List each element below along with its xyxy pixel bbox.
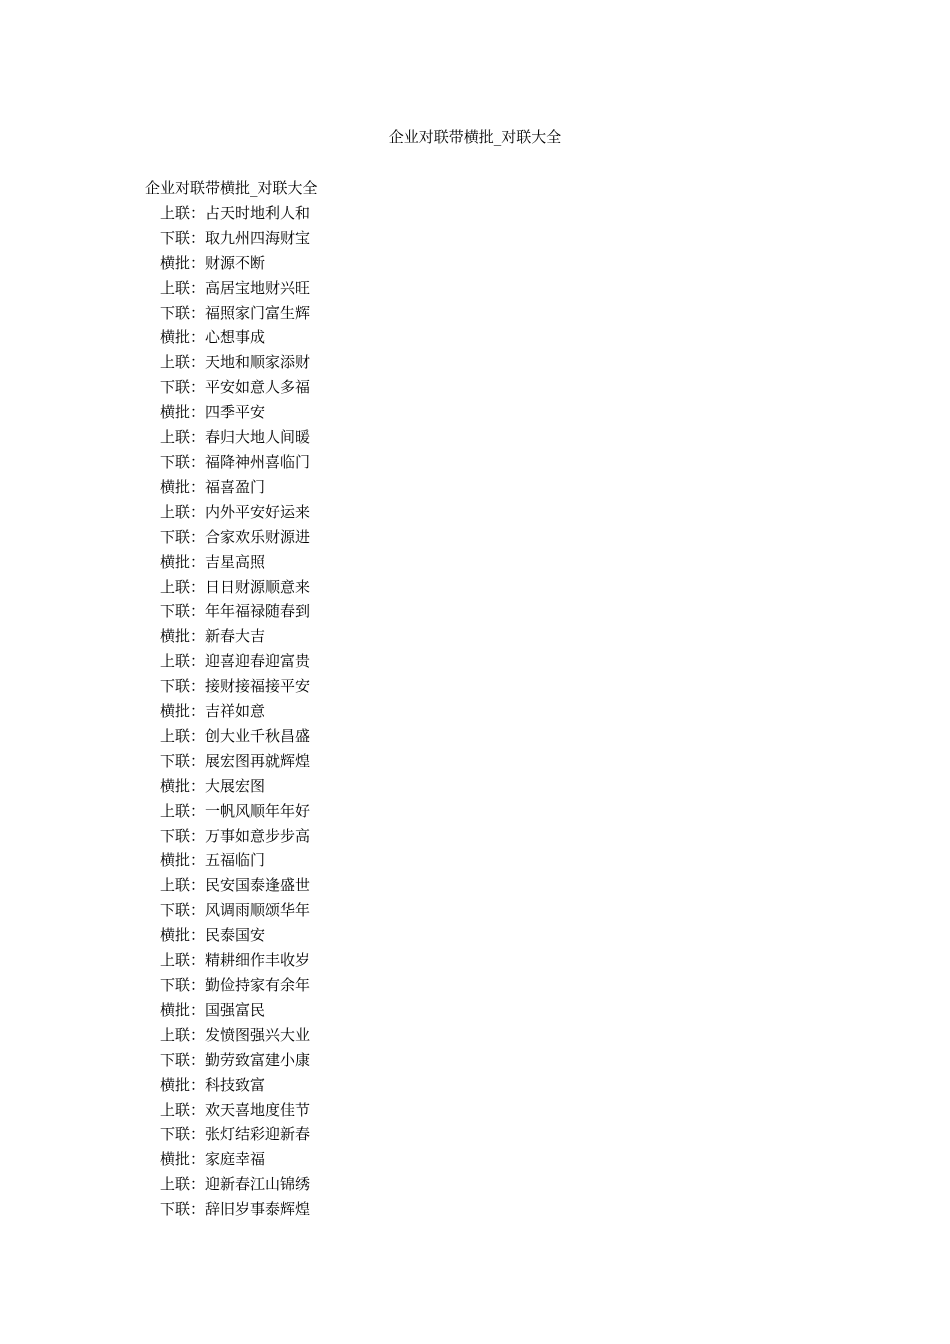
couplet-line-label: 横批 (160, 1150, 191, 1169)
couplet-line-text: 四季平安 (205, 403, 266, 422)
couplet-line (145, 898, 645, 923)
couplet-line-label: 上联 (160, 577, 191, 596)
couplet-line-label: 下联 (160, 452, 191, 471)
couplet-line-label: 下联 (160, 976, 191, 994)
couplet-line (145, 1147, 645, 1172)
couplet-line (145, 425, 645, 450)
couplet-line-label: 下联 (160, 751, 191, 770)
couplet-line-separator: ： (190, 1075, 206, 1094)
couplet-line-label: 上联 (160, 801, 191, 820)
couplet-line-text: 欢天喜地度佳节 (205, 1100, 311, 1119)
couplet-line-separator: ： (190, 702, 206, 721)
couplet-line (145, 251, 645, 276)
couplet-line-separator: ： (190, 627, 206, 646)
couplet-line-text: 张灯结彩迎新春 (205, 1125, 311, 1144)
couplet-line (145, 873, 645, 898)
couplet-line-separator: ： (190, 477, 206, 496)
couplet-line-label: 下联 (160, 228, 191, 247)
couplet-line-separator: ： (190, 801, 206, 820)
couplet-line-text: 吉星高照 (205, 552, 266, 571)
couplet-line-separator: ： (190, 403, 206, 422)
couplet-line (145, 749, 645, 774)
couplet-line-text: 福照家门富生辉 (205, 303, 311, 322)
couplet-line-text: 心想事成 (205, 328, 266, 347)
couplet-line (145, 475, 645, 500)
couplet-line (145, 724, 645, 749)
couplet-line (145, 201, 645, 226)
couplet-line-separator: ： (190, 378, 206, 397)
couplet-line-separator: ： (190, 1025, 206, 1044)
couplet-line-label: 上联 (160, 951, 191, 970)
couplet-line (145, 649, 645, 674)
couplet-line-label: 横批 (160, 851, 191, 870)
couplet-line (145, 1172, 645, 1197)
couplet-line (145, 824, 645, 849)
couplet-line (145, 599, 645, 624)
couplet-line-text: 合家欢乐财源进 (205, 527, 311, 546)
couplet-line-label: 横批 (160, 776, 191, 795)
couplet-line (145, 848, 645, 873)
couplet-line-text: 家庭幸福 (205, 1150, 266, 1169)
couplet-line (145, 1048, 645, 1073)
couplet-line-text: 民安国泰逢盛世 (205, 876, 311, 895)
couplet-line-separator: ： (190, 677, 206, 696)
couplet-line (145, 1122, 645, 1147)
couplet-line (145, 799, 645, 824)
couplet-line-text: 勤俭持家有余年 (205, 976, 311, 994)
couplet-line-label: 下联 (160, 1050, 191, 1069)
couplet-line-text: 新春大吉 (205, 627, 266, 646)
couplet-line-text: 春归大地人间暖 (205, 428, 311, 447)
couplet-line (145, 624, 645, 649)
couplet-line-text: 辞旧岁事泰辉煌 (205, 1200, 311, 1219)
document-body (145, 176, 645, 1222)
couplet-line-separator: ： (190, 951, 206, 970)
couplet-line-text: 创大业千秋昌盛 (205, 726, 311, 745)
couplet-line-separator: ： (190, 1050, 206, 1069)
couplet-line (145, 226, 645, 251)
couplet-line-text: 展宏图再就辉煌 (205, 751, 311, 770)
couplet-line-separator: ： (190, 1200, 206, 1219)
couplet-line (145, 325, 645, 350)
couplet-line (145, 301, 645, 326)
couplet-line (145, 923, 645, 948)
couplet-line (145, 1023, 645, 1048)
couplet-line-label: 下联 (160, 602, 191, 621)
couplet-line-text: 民泰国安 (205, 926, 266, 945)
couplet-line-text: 内外平安好运来 (205, 502, 311, 521)
couplet-line-separator: ： (190, 1100, 206, 1119)
couplet-line-separator: ： (190, 303, 206, 322)
couplet-line-text: 勤劳致富建小康 (205, 1050, 311, 1069)
couplet-line-text: 迎新春江山锦绣 (205, 1175, 311, 1194)
couplet-line-text: 财源不断 (205, 253, 266, 272)
couplet-line-separator: ： (190, 826, 206, 845)
couplet-line-text: 福喜盈门 (205, 477, 266, 496)
couplet-line-text: 精耕细作丰收岁 (205, 951, 311, 970)
couplet-line (145, 400, 645, 425)
couplet-line (145, 450, 645, 475)
couplet-line-text: 平安如意人多福 (205, 378, 311, 397)
couplet-line-text: 科技致富 (205, 1075, 266, 1094)
couplet-line-text: 迎喜迎春迎富贵 (205, 652, 311, 671)
couplet-line-label: 横批 (160, 253, 191, 272)
couplet-line-separator: ： (190, 452, 206, 471)
couplet-line-text: 吉祥如意 (205, 702, 266, 721)
couplet-line-text: 接财接福接平安 (205, 677, 311, 696)
couplet-line-separator: ： (190, 428, 206, 447)
couplet-line-label: 下联 (160, 826, 191, 845)
couplet-line-separator: ： (190, 726, 206, 745)
couplet-line-label: 上联 (160, 1175, 191, 1194)
couplet-line-label: 下联 (160, 378, 191, 397)
couplet-line-separator: ： (190, 901, 206, 920)
couplet-line-label: 下联 (160, 527, 191, 546)
couplet-line-text: 福降神州喜临门 (205, 452, 311, 471)
couplet-line-label: 横批 (160, 328, 191, 347)
couplet-line-label: 下联 (160, 1125, 191, 1144)
couplet-line-separator: ： (190, 652, 206, 671)
couplet-list (145, 201, 645, 1222)
couplet-line-label: 横批 (160, 552, 191, 571)
couplet-line-label: 横批 (160, 627, 191, 646)
couplet-line-label: 上联 (160, 876, 191, 895)
couplet-line-separator: ： (190, 1150, 206, 1169)
couplet-line-label: 横批 (160, 1000, 191, 1019)
couplet-line-separator: ： (190, 776, 206, 795)
couplet-line-text: 一帆风顺年年好 (205, 801, 311, 820)
couplet-line-label: 横批 (160, 702, 191, 721)
couplet-line-text: 高居宝地财兴旺 (205, 278, 311, 297)
couplet-line-label: 上联 (160, 203, 191, 222)
couplet-line-separator: ： (190, 1125, 206, 1144)
couplet-line (145, 350, 645, 375)
couplet-line-text: 风调雨顺颂华年 (205, 901, 311, 920)
couplet-line-separator: ： (190, 527, 206, 546)
couplet-line-separator: ： (190, 328, 206, 347)
couplet-line-text: 万事如意步步高 (205, 826, 311, 845)
couplet-line-label: 横批 (160, 477, 191, 496)
couplet-line-text: 大展宏图 (205, 776, 266, 795)
couplet-line-separator: ： (190, 751, 206, 770)
couplet-line-label: 下联 (160, 677, 191, 696)
couplet-line (145, 699, 645, 724)
couplet-line-label: 上联 (160, 1100, 191, 1119)
couplet-line-label: 上联 (160, 502, 191, 521)
couplet-line-label: 下联 (160, 303, 191, 322)
couplet-line-text: 占天时地利人和 (205, 203, 311, 222)
couplet-line-separator: ： (190, 228, 206, 247)
couplet-line (145, 1197, 645, 1222)
document-title: 企业对联带横批_对联大全 (388, 128, 562, 146)
couplet-line-label: 下联 (160, 901, 191, 920)
couplet-line (145, 1098, 645, 1123)
couplet-line (145, 575, 645, 600)
couplet-line (145, 525, 645, 550)
couplet-line-text: 国强富民 (205, 1000, 266, 1019)
couplet-line-label: 横批 (160, 403, 191, 422)
couplet-line (145, 973, 645, 998)
couplet-line-separator: ： (190, 253, 206, 272)
couplet-line-text: 取九州四海财宝 (205, 228, 311, 247)
couplet-line-separator: ： (190, 577, 206, 596)
couplet-line-separator: ： (190, 203, 206, 222)
couplet-line-label: 上联 (160, 1025, 191, 1044)
couplet-line-label: 下联 (160, 1200, 191, 1219)
couplet-line (145, 1073, 645, 1098)
couplet-line-label: 上联 (160, 353, 191, 372)
couplet-line (145, 998, 645, 1023)
couplet-line (145, 375, 645, 400)
couplet-line-separator: ： (190, 1000, 206, 1019)
couplet-line (145, 276, 645, 301)
couplet-line-separator: ： (190, 552, 206, 571)
couplet-line-separator: ： (190, 876, 206, 895)
couplet-line (145, 774, 645, 799)
couplet-line (145, 674, 645, 699)
couplet-line-text: 年年福禄随春到 (205, 602, 311, 621)
document-subtitle: 企业对联带横批_对联大全 (145, 179, 318, 197)
couplet-line-label: 上联 (160, 652, 191, 671)
couplet-line (145, 550, 645, 575)
couplet-line (145, 948, 645, 973)
couplet-line-text: 天地和顺家添财 (205, 353, 311, 372)
couplet-line-label: 横批 (160, 926, 191, 945)
couplet-line-text: 发愤图强兴大业 (205, 1025, 311, 1044)
couplet-line-separator: ： (190, 851, 206, 870)
couplet-line-label: 上联 (160, 428, 191, 447)
couplet-line-text: 日日财源顺意来 (205, 577, 311, 596)
couplet-line-separator: ： (190, 602, 206, 621)
couplet-line-label: 上联 (160, 278, 191, 297)
couplet-line (145, 500, 645, 525)
couplet-line-separator: ： (190, 926, 206, 945)
couplet-line-label: 横批 (160, 1075, 191, 1094)
couplet-line-label: 上联 (160, 726, 191, 745)
couplet-line-separator: ： (190, 353, 206, 372)
couplet-line-separator: ： (190, 1175, 206, 1194)
couplet-line-text: 五福临门 (205, 851, 266, 870)
couplet-line-separator: ： (190, 502, 206, 521)
couplet-line-separator: ： (190, 976, 206, 994)
couplet-line-separator: ： (190, 278, 206, 297)
